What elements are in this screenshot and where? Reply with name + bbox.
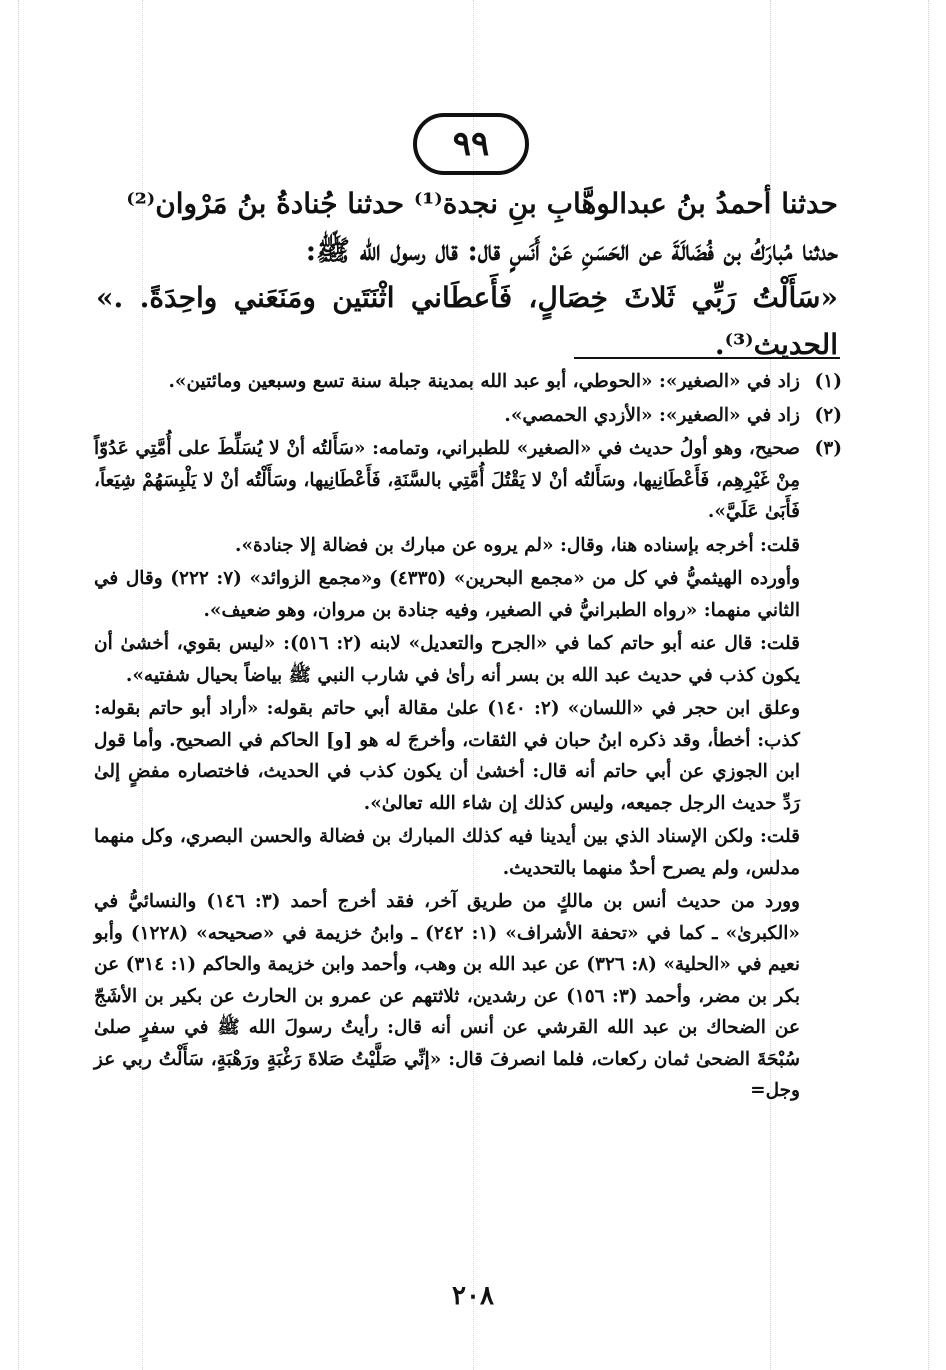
footnote-body [94,366,800,400]
footnote-body [94,400,800,434]
footnote-number: (٣) [814,438,842,459]
page-number: ٢٠٨ [452,1281,494,1311]
footnote-paragraph: زاد في «الصغير»: «الحوطي، أبو عبد الله بمدينة جبلة سنة تسع وسبعين ومائتين». [168,371,800,392]
footnotes [94,366,842,1109]
hadith-text [96,180,838,368]
footnote-body [94,433,800,1109]
footnote-paragraph: زاد في «الصغير»: «الأزدي الحمصي». [504,404,800,426]
hadith-number: ٩٩ [452,124,490,164]
hadith-line: «سَأَلْتُ رَبِّي ثَلاثَ خِصَالٍ، فَأَعطَاني اثْنَتَين ومَنَعَني واحِدَةً. .» الحديث⁽³⁾. [96,281,838,361]
footnote-paragraph: وعلق ابن حجر في «اللسان» (٢: ١٤٠) علىٰ مقالة أبي حاتم بقوله: «أراد أبو حاتم بقوله: كذب: أخطأ، وقد ذكره ابنُ حبان في الثقات، وأخرجَ له هو [و] الحاكم في الصحيح. وأما قول ابن الجوزي عن أبي حاتم أنه قال: أخشىٰ أن يكون كذب في الحديث، فاختصاره مفضٍ إلىٰ رَدِّ حديث الرجل جميعه، وليس كذلك إن شاء الله تعالىٰ». [94,698,801,814]
grid-line [18,0,19,1370]
footnote-paragraph: وورد من حديث أنس بن مالكٍ من طريق آخر، فقد أخرج أحمد (٣: ١٤٦) والنسائيُّ في «الكبرىٰ» ـ كما في «تحفة الأشراف» (١: ٢٤٢) ـ وابنُ خزيمة في «صحيحه» (١٢٢٨) وأبو نعيم في «الحلية» (٨: ٣٢٦) عن عبد الله بن وهب، وأحمد وابن خزيمة والحاكم (١: ٣١٤) عن بكر بن مضر، وأحمد (٣: ١٥٦) عن رشدين، ثلاثتهم عن عمرو بن الحارث عن بكير بن الأشَجّ عن الضحاك بن عبد الله القرشي عن أنس أنه قال: رأيتُ رسولَ الله ﷺ في سفرٍ صلىٰ سُبْحَةَ الضحىٰ ثمان ركعات، فلما انصرفَ قال: «إنِّي صَلَّيْتُ صَلاةَ رَغْبَةٍ ورَهْبَةٍ، سَأَلْتُ ربي عز وجل= [94,891,801,1101]
hadith-line: حدثنا مُبارَكُ بن فُضَالَةَ عن الحَسَنِ عَنْ أَنَسٍ قال: قال رسول الله ﷺ: [305,234,838,267]
footnote-paragraph: صحيح، وهو أولُ حديث في «الصغير» للطبراني، وتمامه: «سَأَلتُه أنْ لا يُسَلِّطَ على أُمَّتِي عَدُوّاً مِنْ غَيْرِهِم، فَأَعْطَانِيها، وسَأَلتُه أنْ لا يَقْتُلَ أُمَّتِي بالسَّنَةِ، فَأَعْطَانِيها، وسَأَلْتُه أنْ لا يَلْبِسَهُمْ شِيَعاً، فَأَبَىٰ عَلَيَّ». [94,438,800,522]
footnote-paragraph: قلت: قال عنه أبو حاتم كما في «الجرح والتعديل» لابنه (٢: ٥١٦): «ليس بقوي، أخشىٰ أن يكون كذب في حديث عبد الله بن بسر أنه رأىٰ في شارب النبي ﷺ بياضاً بحيال شفتيه». [94,633,800,686]
grid-line [928,0,929,1370]
hadith-number-badge [413,113,529,175]
footnote [94,366,842,400]
footnote [94,433,842,1109]
footnote-paragraph: وأورده الهيثميُّ في كل من «مجمع البحرين» (٤٣٣٥) و«مجمع الزوائد» (٧: ٢٢٢) وقال في الثاني منهما: «رواه الطبرانيُّ في الصغير، وفيه جنادة بن مروان، وهو ضعيف». [94,568,800,621]
footnote-paragraph: قلت: ولكن الإسناد الذي بين أيدينا فيه كذلك المبارك بن فضالة والحسن البصري، وكل منهما مدلس، ولم يصرح أحدٌ منهما بالتحديث. [94,826,800,879]
footnote-separator [574,357,840,359]
footnote-paragraph: قلت: أخرجه بإسناده هنا، وقال: «لم يروه عن مبارك بن فضالة إلا جنادة». [235,534,800,556]
footnote-number: (٢) [814,404,842,426]
footnote-number: (١) [814,371,842,392]
hadith-line: حدثنا أحمدُ بنُ عبدالوهَّابِ بنِ نجدة⁽¹⁾ حدثنا جُنادةُ بنُ مَرْوان⁽²⁾ [126,187,838,220]
footnote [94,400,842,434]
